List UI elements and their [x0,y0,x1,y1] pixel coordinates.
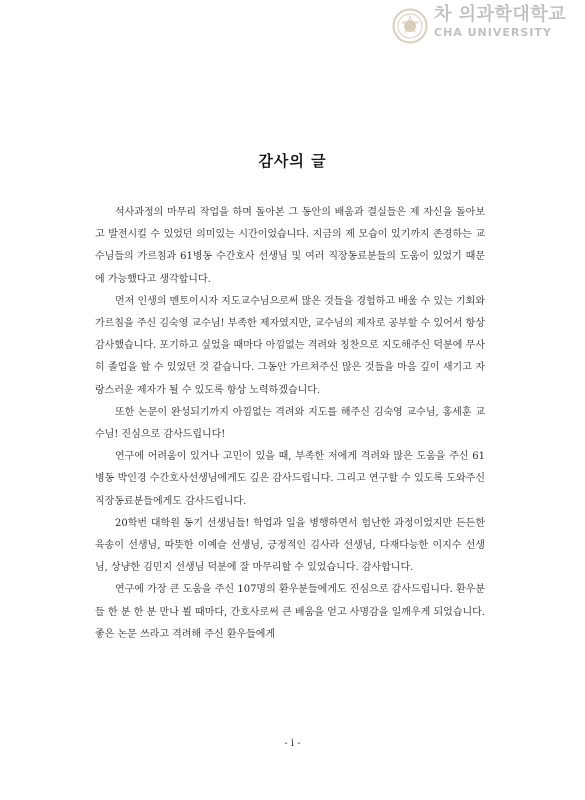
paragraph-2: 먼저 인생의 멘토이시자 지도교수님으로써 많은 것들을 경험하고 배울 수 있는 기회와 가르침을 주신 김숙영 교수님! 부족한 제자였지만, 교수님의 제자로 공부할 수 있어서 항상 감사했습니다. 포기하고 싶었을 때마다 아낌없는 격려와 칭찬으로 지도해주신 덕분에 무사히 졸업을 할 수 있었던 것 같습니다. 그동안 가르쳐주신 많은 것들을 마음 깊이 새기고 자랑스러운 제자가 될 수 있도록 항상 노력하겠습니다. [95,295,485,396]
paragraph-1: 석사과정의 마무리 작업을 하며 돌아본 그 동안의 배움과 결실들은 제 자신을 돌아보고 발전시킬 수 있었던 의미있는 시간이었습니다. 지금의 제 모습이 있기까지 존경하는 교수님들의 가르침과 61병동 수간호사 선생님 및 여러 직장동료분들의 도움이 있었기 때문에 가능했다고 생각합니다. [95,207,485,285]
page-number: - i - [284,738,301,749]
university-watermark [392,6,577,48]
university-seal-icon [392,8,428,44]
page-title: 감사의 글 [258,152,327,170]
watermark-english-name: CHA UNIVERSITY [434,26,552,39]
paragraph-4: 연구에 어려움이 있거나 고민이 있을 때, 부족한 저에게 격려와 많은 도움을 주신 61병동 박인경 수간호사선생님에게도 깊은 감사드립니다. 그리고 연구할 수 있도록 도와주신 직장동료분들에게도 감사드립니다. [95,451,485,507]
watermark-korean-name: 차 의과학대학교 [434,4,566,25]
paragraph-6: 연구에 가장 큰 도움을 주신 107명의 환우분들에게도 진심으로 감사드립니다. 환우분들 한 분 한 분 만나 뵐 때마다, 간호사로써 큰 배움을 얻고 사명감을 일깨우게 되었습니다. 좋은 논문 쓰라고 격려해 주신 환우들에게 [95,584,485,640]
paragraph-3: 또한 논문이 완성되기까지 아낌없는 격려와 지도를 해주신 김숙영 교수님, 홍세훈 교수님! 진심으로 감사드립니다! [95,406,485,441]
paragraph-5: 20학번 대학원 동기 선생님들! 학업과 일을 병행하면서 험난한 과정이었지만 든든한 육송이 선생님, 따뜻한 이예슬 선생님, 긍정적인 김사라 선생님, 다재다능한 이지수 선생님, 상냥한 김민지 선생님 덕분에 잘 마무리할 수 있었습니다. 감사합니다. [95,517,485,574]
acknowledgement-body [95,202,485,646]
